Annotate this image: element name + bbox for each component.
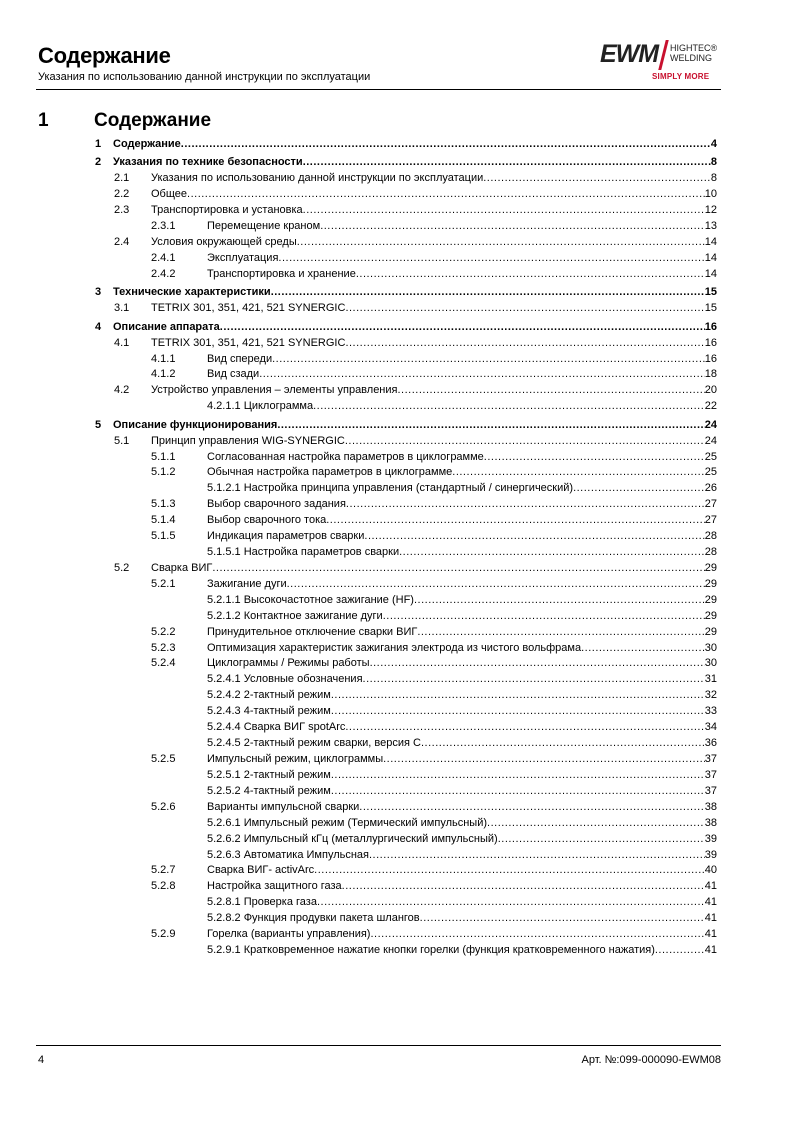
toc-entry[interactable] [95,137,717,153]
toc-entry-page: 22 [704,400,717,413]
toc-dot-leader [345,301,704,315]
toc-entry[interactable] [151,251,717,267]
toc-dot-leader [220,320,705,334]
toc-entry-page: 41 [704,928,717,941]
toc-entry-title: 5.2.1.1 Высокочастотное зажигание (HF) [207,593,414,606]
toc-dot-leader [331,768,705,782]
toc-dot-leader [483,171,711,185]
toc-entry[interactable] [151,497,717,513]
toc-entry-number: 3 [95,286,102,299]
toc-entry-page: 28 [704,546,717,558]
toc-entry-page: 29 [704,593,717,606]
toc-entry-title: Указания по технике безопасности [113,156,303,169]
toc-entry[interactable] [151,267,717,283]
toc-entry-page: 29 [704,577,717,590]
toc-entry[interactable] [151,641,717,657]
toc-entry-title: 5.2.6.2 Импульсный кГц (металлургический импульсный) [207,832,498,845]
toc-dot-leader [573,481,705,495]
toc-entry-number: 5.2.1 [151,577,176,590]
toc-entry-title: Перемещение краном [207,220,321,233]
toc-entry-page: 15 [704,302,717,315]
toc-entry-title: Сварка ВИГ- activArc [207,864,315,877]
toc-entry-page: 25 [704,466,717,479]
toc-entry-number: 5.2 [114,561,130,574]
toc-dot-leader [383,609,705,623]
toc-entry-title: Обычная настройка параметров в циклограмме [207,466,453,479]
toc-entry[interactable] [151,529,717,545]
toc-entry-number: 5.1 [114,434,130,447]
toc-entry-number: 2.4.2 [151,267,176,280]
toc-entry[interactable] [151,720,717,736]
toc-entry-page: 39 [704,832,717,845]
toc-dot-leader [303,203,705,217]
toc-entry-number: 5.1.2 [151,466,176,479]
toc-entry-number: 5.2.6 [151,800,176,813]
toc-entry-title: Принцип управления WIG-SYNERGIC [151,434,345,447]
toc-entry[interactable] [151,367,717,383]
toc-entry-number: 5.2.3 [151,641,176,654]
header-rule [36,89,721,90]
logo-brand: EWM [600,40,659,68]
toc-dot-leader [331,704,705,718]
toc-dot-leader [287,577,705,591]
toc-dot-leader [414,593,705,607]
toc-entry[interactable] [114,187,717,203]
toc-dot-leader [331,688,705,702]
toc-dot-leader [363,672,705,686]
toc-entry[interactable] [151,688,717,704]
toc-dot-leader [421,736,705,750]
toc-entry-number: 4.2 [114,384,130,397]
toc-entry-page: 29 [704,609,717,622]
header-title: Содержание [38,43,171,68]
toc-entry-page: 27 [704,514,717,527]
toc-entry-title: Выбор сварочного задания [207,498,346,511]
toc-entry-page: 15 [704,286,717,299]
toc-entry-title: 5.2.5.1 2-тактный режим [207,768,331,781]
toc-entry[interactable] [151,352,717,368]
toc-dot-leader [303,155,711,169]
toc-entry-page: 41 [704,944,717,956]
toc-entry-number: 5 [95,418,102,431]
toc-dot-leader [317,895,705,909]
toc-entry-title: Импульсный режим, циклограммы [207,753,384,765]
toc-entry-title: 5.2.8.1 Проверка газа [207,896,317,909]
toc-entry[interactable] [114,235,717,251]
toc-dot-leader [364,529,704,543]
toc-entry-page: 33 [704,705,717,718]
toc-entry[interactable] [151,943,717,959]
toc-entry-title: Выбор сварочного тока [207,514,327,527]
toc-dot-leader [331,784,705,798]
toc-dot-leader [484,450,705,464]
toc-entry-number: 2.2 [114,188,130,201]
toc-entry[interactable] [151,704,717,720]
toc-dot-leader [370,927,704,941]
toc-entry-page: 12 [704,204,717,217]
toc-dot-leader [655,943,705,957]
toc-dot-leader [277,418,704,432]
toc-entry[interactable] [151,927,717,943]
toc-entry[interactable] [114,561,717,577]
toc-dot-leader [313,399,705,413]
toc-dot-leader [487,816,705,830]
toc-entry[interactable] [151,465,717,481]
toc-entry-page: 37 [704,768,717,781]
toc-entry-page: 38 [704,816,717,829]
toc-entry-page: 20 [704,384,717,397]
toc-entry-page: 18 [704,368,717,381]
toc-entry-title: Транспортировка и установка [151,204,303,217]
toc-entry[interactable] [114,434,717,450]
toc-entry[interactable] [151,736,717,752]
toc-entry-number: 2.3.1 [151,220,176,233]
toc-entry-number: 5.1.3 [151,498,176,511]
toc-entry-number: 5.2.2 [151,625,176,638]
toc-entry-title: Описание функционирования [113,418,278,431]
toc-dot-leader [320,219,705,233]
toc-entry-title: 5.2.4.4 Сварка ВИГ spotArc [207,721,346,734]
toc-entry-page: 16 [704,336,717,349]
toc-dot-leader [417,625,704,639]
toc-entry[interactable] [95,418,717,434]
toc-entry[interactable] [151,784,717,800]
logo-text [670,43,717,63]
toc-entry-page: 14 [704,251,717,264]
toc-dot-leader [452,465,704,479]
toc-entry[interactable] [151,656,717,672]
toc-entry[interactable] [151,672,717,688]
toc-entry-title: Транспортировка и хранение [207,267,356,280]
header-subtitle: Указания по использованию данной инструкции по эксплуатации [38,71,371,83]
toc-entry-page: 13 [704,220,717,233]
toc-entry-title: 5.1.5.1 Настройка параметров сварки [207,546,400,558]
toc-entry-page: 28 [704,530,717,543]
toc-entry-page: 25 [704,450,717,463]
toc-entry-page: 10 [704,188,717,201]
toc-entry-title: 5.2.5.2 4-тактный режим [207,784,331,797]
toc-dot-leader [278,251,704,265]
toc-entry-title: Указания по использованию данной инструкции по эксплуатации [151,172,484,185]
section-title: Содержание [94,110,212,131]
toc-entry-title: Эксплуатация [207,251,279,264]
toc-entry-page: 38 [704,800,717,813]
toc-entry-title: 5.2.1.2 Контактное зажигание дуги [207,609,383,622]
toc-entry-title: Согласованная настройка параметров в циклограмме [207,450,484,463]
toc-entry-number: 3.1 [114,302,130,315]
toc-dot-leader [399,545,705,559]
toc-entry-number: 4.1.1 [151,352,176,365]
toc-entry-title: 4.2.1.1 Циклограмма [207,400,314,413]
toc-dot-leader [359,800,704,814]
toc-entry-number: 2.3 [114,204,130,217]
toc-entry-page: 26 [704,482,717,495]
toc-dot-leader [314,863,705,877]
toc-entry-title: Горелка (варианты управления) [207,928,371,941]
toc-entry[interactable] [114,203,717,219]
toc-entry-title: 5.2.4.5 2-тактный режим сварки, версия С [207,737,421,749]
toc-entry-number: 2.4 [114,236,130,248]
toc-entry[interactable] [151,399,717,415]
section-number: 1 [38,110,49,131]
toc-entry-number: 5.2.7 [151,864,176,877]
toc-entry[interactable] [151,450,717,466]
toc-entry[interactable] [151,609,717,625]
toc-entry-title: 5.2.8.2 Функция продувки пакета шлангов [207,912,420,925]
toc-entry[interactable] [151,800,717,816]
toc-entry[interactable] [114,336,717,352]
toc-entry[interactable] [151,911,717,927]
toc-dot-leader [369,848,705,862]
toc-entry-title: TETRIX 301, 351, 421, 521 SYNERGIC [151,302,346,315]
toc-entry-number: 5.1.5 [151,530,176,543]
toc-entry-title: Индикация параметров сварки [207,530,365,543]
toc-dot-leader [181,137,711,151]
toc-dot-leader [345,720,704,734]
toc-entry-title: 5.2.4.1 Условные обозначения [207,673,363,686]
toc-entry-page: 30 [704,657,717,670]
toc-entry-number: 5.2.9 [151,928,176,941]
toc-dot-leader [187,187,705,201]
toc-entry-title: 5.1.2.1 Настройка принципа управления (стандартный / синергический) [207,482,574,495]
toc-entry-title: 5.2.4.2 2-тактный режим [207,689,331,702]
toc-entry-page: 29 [704,561,717,574]
toc-dot-leader [297,235,705,249]
toc-entry[interactable] [151,593,717,609]
toc-entry-title: Вид сзади [207,368,260,381]
toc-entry[interactable] [151,848,717,864]
toc-entry-title: Настройка защитного газа [207,880,342,893]
toc-entry[interactable] [114,171,717,187]
toc-entry-page: 29 [704,625,717,638]
toc-entry-title: Устройство управления – элементы управления [151,384,398,397]
toc-entry-number: 5.1.1 [151,450,176,463]
toc-entry[interactable] [151,768,717,784]
toc-entry-title: 5.2.6.1 Импульсный режим (Термический импульсный) [207,816,488,829]
toc-dot-leader [259,367,705,381]
toc-entry[interactable] [151,219,717,235]
toc-dot-leader [383,752,705,766]
toc-entry-number: 2 [95,156,102,169]
toc-entry-title: 5.2.9.1 Кратковременное нажатие кнопки горелки (функция кратковременного нажатия) [207,944,655,956]
toc-entry-page: 37 [704,753,717,765]
toc-entry[interactable] [151,816,717,832]
toc-entry-title: Вид спереди [207,352,273,365]
toc-entry-number: 4 [95,320,102,333]
toc-dot-leader [326,513,705,527]
toc-entry-page: 41 [704,912,717,925]
logo-line1: HIGHTEC® [670,43,718,53]
toc-entry-title: Общее [151,188,188,201]
toc-entry-page: 27 [704,498,717,511]
toc-entry-number: 1 [95,138,102,150]
toc-entry-number: 5.1.4 [151,514,176,527]
toc-entry-number: 4.1 [114,336,130,349]
toc-entry-title: Принудительное отключение сварки ВИГ [207,625,418,638]
toc-entry[interactable] [95,285,717,301]
toc-entry-page: 41 [704,896,717,909]
toc-dot-leader [370,656,705,670]
toc-entry-page: 34 [704,721,717,734]
toc-entry-page: 24 [704,434,717,447]
toc-dot-leader [342,879,705,893]
toc-entry-page: 39 [704,848,717,861]
toc-entry[interactable] [95,155,717,171]
toc-entry[interactable] [95,320,717,336]
toc-entry-page: 8 [710,156,717,169]
toc-entry-page: 14 [704,267,717,280]
toc-entry-title: Зажигание дуги [207,577,287,590]
toc-dot-leader [271,285,705,299]
toc-entry-page: 32 [704,689,717,702]
toc-entry-page: 31 [704,673,717,686]
toc-entry-title: TETRIX 301, 351, 421, 521 SYNERGIC [151,336,346,349]
toc-entry-page: 37 [704,784,717,797]
toc-entry-title: Условия окружающей среды [151,236,297,248]
toc-entry[interactable] [151,577,717,593]
logo-tagline: SIMPLY MORE [652,72,710,81]
toc-dot-leader [346,497,705,511]
toc-entry-title: Содержание [113,138,181,150]
toc-entry-page: 40 [704,864,717,877]
toc-entry[interactable] [151,481,717,497]
toc-entry[interactable] [151,832,717,848]
toc-entry-page: 24 [704,418,717,431]
toc-entry-page: 41 [704,880,717,893]
ewm-logo [600,40,725,84]
toc-entry-number: 2.1 [114,172,130,185]
toc-entry[interactable] [151,895,717,911]
toc-entry[interactable] [151,545,717,561]
toc-entry-title: 5.2.4.3 4-тактный режим [207,705,331,718]
toc-entry[interactable] [151,879,717,895]
toc-entry-title: Технические характеристики [113,286,271,299]
toc-entry-number: 5.2.4 [151,657,176,670]
toc-dot-leader [345,336,704,350]
logo-line2: WELDING [670,53,713,63]
toc-dot-leader [420,911,705,925]
footer-rule [36,1045,721,1046]
toc-entry-title: Оптимизация характеристик зажигания электрода из чистого вольфрама [207,641,582,654]
toc-entry-title: Описание аппарата [113,320,220,333]
toc-entry[interactable] [151,513,717,529]
toc-entry-number: 5.2.5 [151,753,176,765]
logo-bar [658,40,668,70]
toc-entry-page: 4 [710,138,717,150]
toc-entry-title: Варианты импульсной сварки [207,800,360,813]
toc-entry-page: 36 [704,737,717,749]
toc-entry[interactable] [151,752,717,768]
toc-dot-leader [581,641,705,655]
toc-entry-number: 2.4.1 [151,251,176,264]
toc-entry-title: 5.2.6.3 Автоматика Импульсная [207,848,369,861]
toc-dot-leader [356,267,705,281]
toc-dot-leader [398,383,705,397]
toc-entry-page: 16 [704,352,717,365]
toc-entry-title: Циклограммы / Режимы работы [207,657,370,670]
toc-entry[interactable] [114,301,717,317]
toc-entry-page: 14 [704,236,717,248]
toc-dot-leader [345,434,705,448]
toc-entry-number: 4.1.2 [151,368,176,381]
footer-article-number: Арт. №:099-000090-EWM08 [581,1054,721,1066]
toc-entry-title: Сварка ВИГ [151,561,213,574]
toc-entry[interactable] [114,383,717,399]
toc-entry[interactable] [151,863,717,879]
toc-dot-leader [498,832,705,846]
toc-entry-number: 5.2.8 [151,880,176,893]
footer-page-number: 4 [38,1054,45,1066]
toc-dot-leader [212,561,704,575]
toc-entry-page: 30 [704,641,717,654]
toc-dot-leader [272,352,705,366]
toc-entry-page: 16 [704,320,717,333]
toc-entry-page: 8 [710,172,717,185]
toc-entry[interactable] [151,625,717,641]
